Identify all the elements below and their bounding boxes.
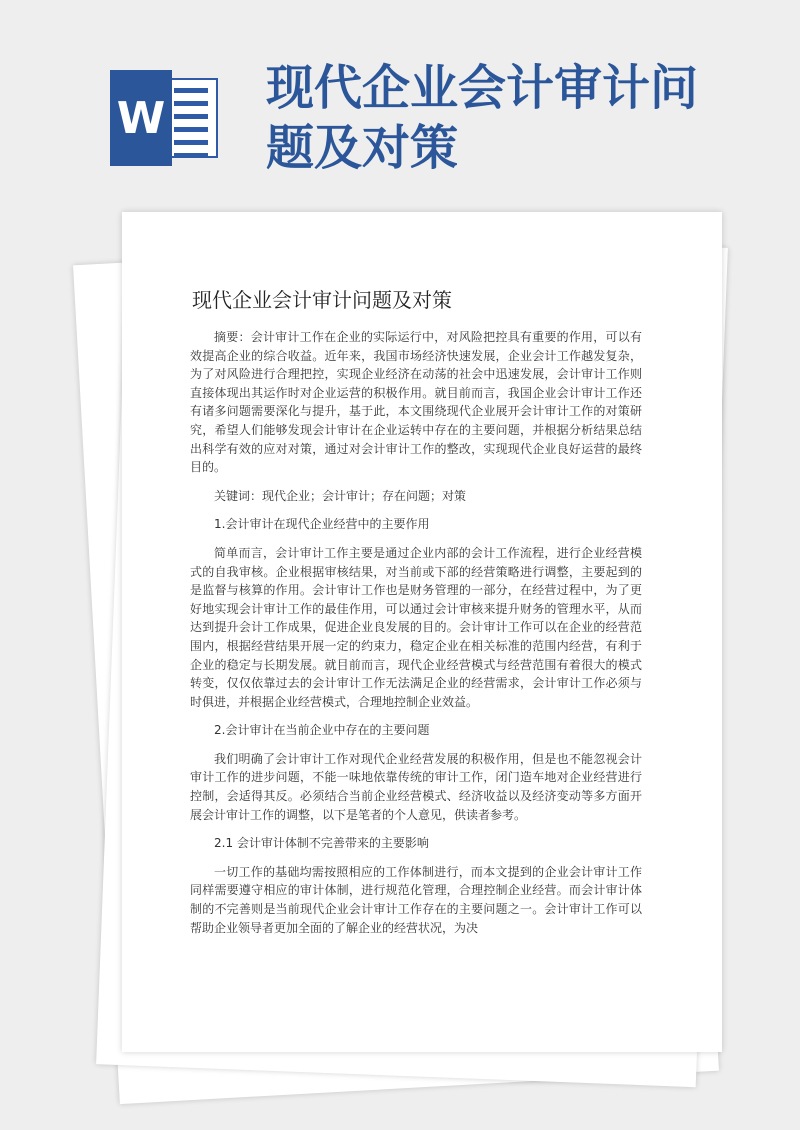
section-heading: 1.会计审计在现代企业经营中的主要作用 [214, 517, 430, 532]
word-logo-icon [110, 70, 222, 166]
document-title: 现代企业会计审计问题及对策 [192, 288, 452, 312]
section-paragraph: 简单而言，会计审计工作主要是通过企业内部的会计工作流程，进行企业经营模式的自我审核。企业根据审核结果，对当前或下部的经营策略进行调整，主要起到的是监督与核算的作用。会计审计工作也是财务管理的一部分，在经营过程中，为了更好地实现会计审计工作的最佳作用，可以通过会计审核来提升财务的管理水平，从而达到提升会计工作成果，促进企业良发展的目的。会计审计工作可以在企业的经营范围内，根据经营结果开展一定的约束力，稳定企业在相关标准的范围内经营，有利于企业的稳定与长期发展。就目前而言，现代企业经营模式与经营范围有着很大的模式转变，仅仅依靠过去的会计审计工作无法满足企业的经营需求，会计审计工作必须与时俱进，并根据企业经营模式，合理地控制企业效益。 [190, 545, 642, 709]
banner-title: 现代企业会计审计问题及对策 [266, 60, 699, 176]
section-paragraph: 一切工作的基础均需按照相应的工作体制进行，而本文提到的企业会计审计工作同样需要遵守相应的审计体制，进行规范化管理，合理控制企业经营。而会计审计体制的不完善则是当前现代企业会计审计工作存在的主要问题之一。会计审计工作可以帮助企业领导者更加全面的了解企业的经营状况，为决 [190, 864, 642, 935]
document-page [122, 212, 722, 1052]
abstract-paragraph: 摘要：会计审计工作在企业的实际运行中，对风险把控具有重要的作用，可以有效提高企业的综合收益。近年来，我国市场经济快速发展，企业会计工作越发复杂，为了对风险进行合理把控，实现企业经济在动荡的社会中迅速发展，会计审计工作则直接体现出其运作时对企业运营的积极作用。就目前而言，我国企业会计审计工作还有诸多问题需要深化与提升，基于此，本文围绕现代企业展开会计审计工作的对策研究，希望人们能够发现会计审计在企业运转中存在的主要问题，并根据分析结果总结出科学有效的应对对策，通过对会计审计工作的整改，实现现代企业良好运营的最终目的。 [190, 330, 642, 475]
section-heading: 2.会计审计在当前企业中存在的主要问题 [214, 723, 430, 738]
word-w-letter: W [116, 92, 166, 144]
section-paragraph: 我们明确了会计审计工作对现代企业经营发展的积极作用，但是也不能忽视会计审计工作的进步问题，不能一味地依靠传统的审计工作，闭门造车地对企业经营进行控制，会适得其反。必须结合当前企业经营模式、经济收益以及经济变动等多方面开展会计审计工作的调整，以下是笔者的个人意见，供读者参考。 [190, 751, 642, 822]
keywords-line: 关键词：现代企业；会计审计；存在问题；对策 [214, 488, 467, 503]
word-w-badge [110, 70, 172, 166]
document-body [190, 328, 642, 947]
subsection-heading: 2.1 会计审计体制不完善带来的主要影响 [214, 836, 429, 851]
